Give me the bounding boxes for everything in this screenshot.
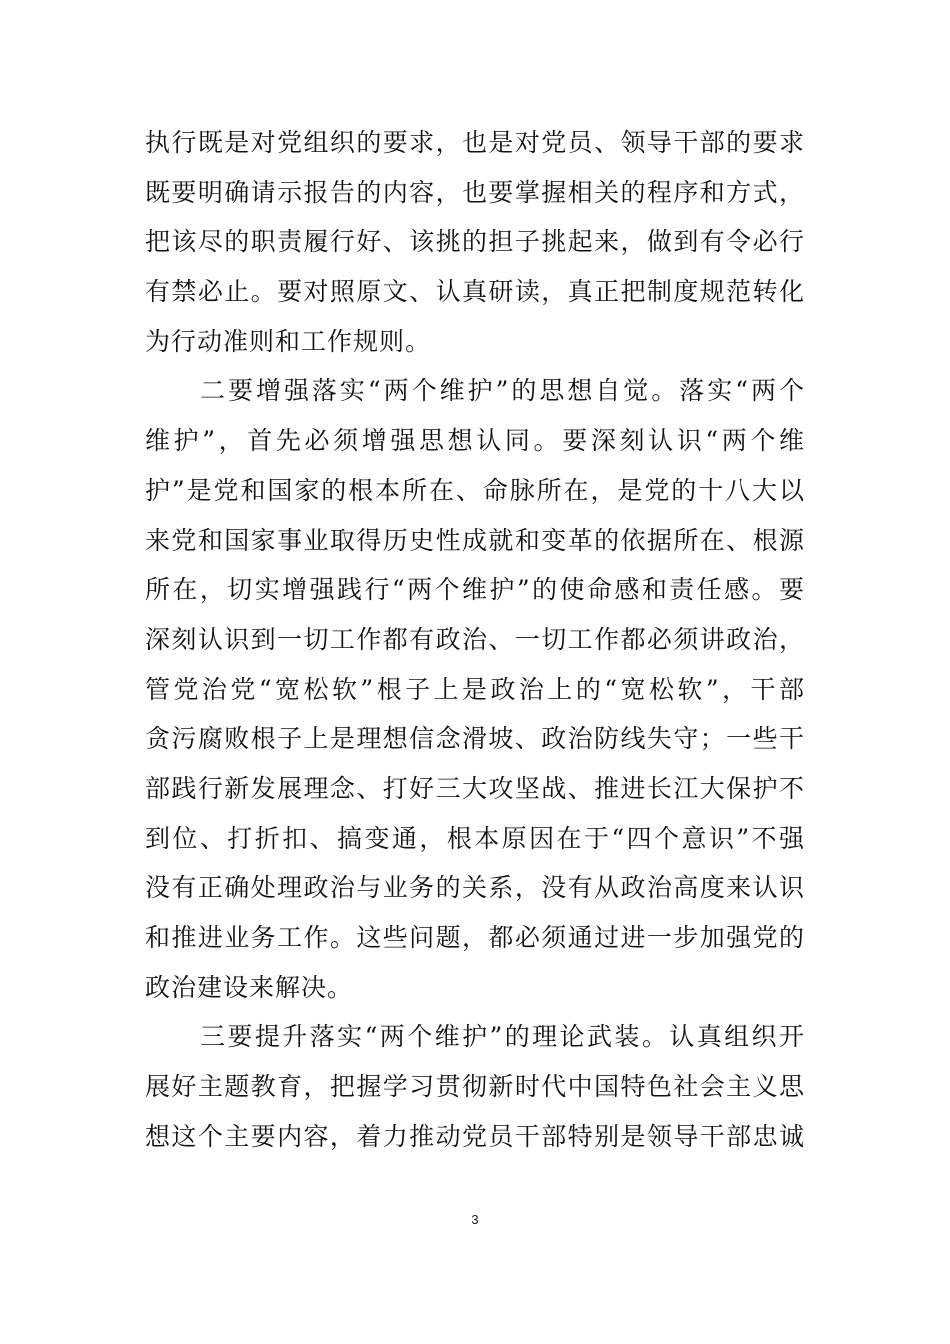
text-line: 把该尽的职责履行好、该挑的担子挑起来，做到有令必行 xyxy=(145,227,805,257)
text-line: 有禁必止。要对照原文、认真研读，真正把制度规范转化 xyxy=(145,277,805,307)
text-line: 所在，切实增强践行“两个维护”的使命感和责任感。要 xyxy=(145,575,805,605)
text-line: 既要明确请示报告的内容，也要掌握相关的程序和方式， xyxy=(145,177,805,207)
text-line: 到位、打折扣、搞变通，根本原因在于“四个意识”不强 xyxy=(145,823,805,853)
text-line: 深刻认识到一切工作都有政治、一切工作都必须讲政治， xyxy=(145,624,805,654)
text-line: 部践行新发展理念、打好三大攻坚战、推进长江大保护不 xyxy=(145,773,805,803)
text-line: 展好主题教育，把握学习贯彻新时代中国特色社会主义思 xyxy=(145,1072,805,1102)
text-line: 为行动准则和工作规则。 xyxy=(145,326,432,356)
page-number: 3 xyxy=(471,1212,479,1227)
text-line: 维护”，首先必须增强思想认同。要深刻认识“两个维 xyxy=(145,426,805,456)
paragraph-start-line: 三要提升落实“两个维护”的理论武装。认真组织开 xyxy=(200,1022,805,1052)
text-line: 护”是党和国家的根本所在、命脉所在，是党的十八大以 xyxy=(145,475,805,505)
text-line: 想这个主要内容，着力推动党员干部特别是领导干部忠诚 xyxy=(145,1121,805,1151)
text-line: 和推进业务工作。这些问题，都必须通过进一步加强党的 xyxy=(145,923,805,952)
paragraph-start-line: 二要增强落实“两个维护”的思想自觉。落实“两个 xyxy=(200,376,805,406)
body-text xyxy=(145,118,805,1161)
text-line: 政治建设来解决。 xyxy=(145,972,354,1002)
text-line: 执行既是对党组织的要求，也是对党员、领导干部的要求 xyxy=(145,128,805,157)
text-line: 贪污腐败根子上是理想信念滑坡、政治防线失守；一些干 xyxy=(145,724,805,754)
text-line: 管党治党“宽松软”根子上是政治上的“宽松软”，干部 xyxy=(145,674,805,704)
text-line: 来党和国家事业取得历史性成就和变革的依据所在、根源 xyxy=(145,525,805,555)
text-line: 没有正确处理政治与业务的关系，没有从政治高度来认识 xyxy=(145,873,805,903)
